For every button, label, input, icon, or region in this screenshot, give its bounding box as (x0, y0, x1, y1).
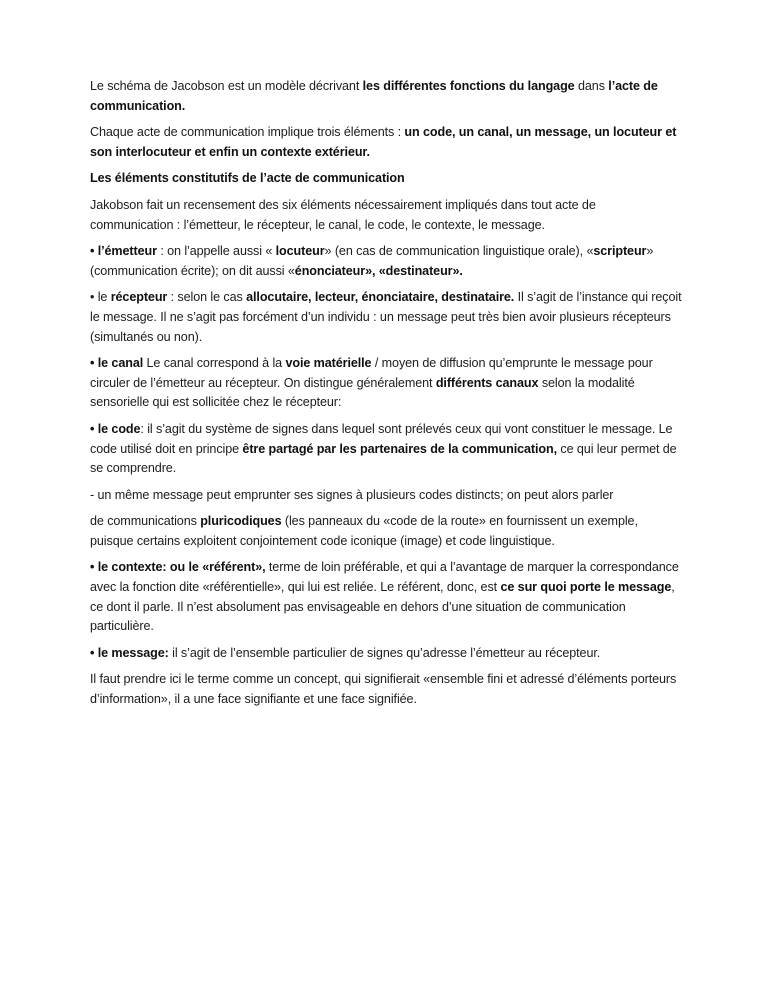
bold-text-run: l’émetteur (97, 244, 157, 259)
bold-text-run: locuteur (275, 244, 325, 259)
bold-text-run: être partagé par les partenaires de la communication, (242, 441, 557, 456)
bold-text-run: l’acte de communication. (90, 79, 658, 113)
paragraph (90, 242, 682, 281)
text-run: Chaque acte de communication implique trois éléments : (90, 125, 405, 140)
text-run: - un même message peut emprunter ses signes à plusieurs codes distincts; on peut alors parler (90, 487, 614, 502)
bold-text-run: le contexte: ou le «référent», (97, 560, 266, 575)
paragraph (90, 486, 682, 506)
bold-text-run: récepteur (110, 290, 168, 305)
bold-text-run: voie matérielle (285, 356, 372, 371)
bold-text-run: le canal (97, 356, 144, 371)
text-run: selon la modalité sensorielle qui est sollicitée chez le récepteur: (90, 375, 635, 410)
text-run: / moyen de diffusion qu’emprunte le message pour circuler de l’émetteur au récepteur. On distingue généralement (90, 356, 653, 390)
paragraph (90, 558, 682, 636)
paragraph (90, 196, 682, 235)
text-run: (les panneaux du «code de la route» en fournissent un exemple, puisque certains exploitent conjointement code iconique (image) et code linguistique. (90, 514, 638, 548)
bold-text-run: • (90, 356, 98, 371)
text-run: : selon le cas (167, 290, 247, 305)
paragraph (90, 420, 682, 479)
text-run: terme de loin préférable, et qui a l’avantage de marquer la correspondance avec la fonction dite «référentielle», qui lui est reliée. Le référent, donc, est (90, 560, 679, 595)
bold-text-run: ce sur quoi porte le message (500, 580, 672, 595)
bold-text-run: • (90, 421, 98, 436)
bold-text-run: énonciateur», «destinateur». (294, 263, 463, 278)
section-heading (90, 169, 682, 189)
bold-text-run: un code, un canal, un message, un locuteur et son interlocuteur et enfin un contexte extérieur. (90, 125, 677, 159)
text-run: dans (574, 79, 609, 93)
text-run: , ce dont il parle. Il n’est absolument pas envisageable en dehors d’une situation de communication particulière. (90, 580, 675, 634)
text-run: » (en cas de communication linguistique orale), « (324, 244, 594, 259)
bold-text-run: • (90, 560, 98, 575)
paragraph (90, 288, 682, 347)
text-run: Il faut prendre ici le terme comme un concept, qui signifierait «ensemble fini et adressé d’éléments porteurs d’information», il a une face signifiante et une face signifiée. (90, 672, 677, 707)
bold-text-run: le message: (97, 645, 169, 660)
paragraph (90, 670, 682, 709)
paragraph (90, 123, 682, 162)
paragraph (90, 644, 682, 664)
text-run: il s’agit de l’ensemble particulier de signes qu’adresse l’émetteur au récepteur. (168, 645, 601, 660)
bold-text-run: • (90, 645, 98, 660)
text-run: : il s’agit du système de signes dans lequel sont prélevés ceux qui vont constituer le message. Le code utilisé doit en principe (90, 421, 673, 456)
text-run: Il s’agit de l’instance qui reçoit le message. Il ne s’agit pas forcément d’un individu : un message peut très bien avoir plusieurs récepteurs (simultanés ou non). (90, 290, 682, 344)
bold-text-run: différents canaux (435, 375, 539, 390)
bold-text-run: scripteur (593, 244, 647, 259)
paragraph (90, 77, 682, 116)
bold-text-run: allocutaire, lecteur, énonciataire, destinataire. (246, 290, 515, 305)
text-run: de communications (90, 514, 201, 529)
bold-text-run: Les éléments constitutifs de l’acte de communication (90, 171, 405, 186)
text-run: ce qui leur permet de se comprendre. (90, 441, 677, 476)
text-run: Jakobson fait un recensement des six éléments nécessairement impliqués dans tout acte de communication : l’émetteur, le récepteur, le canal, le code, le contexte, le message. (90, 197, 596, 232)
bold-text-run: le code (97, 421, 141, 436)
text-run: : on l’appelle aussi « (156, 244, 276, 259)
paragraph (90, 354, 682, 413)
bold-text-run: pluricodiques (200, 514, 282, 529)
document-content (90, 77, 682, 717)
paragraph (90, 512, 682, 551)
text-run: Le canal correspond à la (143, 356, 286, 371)
bold-text-run: • (90, 244, 98, 259)
text-run: • le (90, 290, 111, 305)
text-run: Le schéma de Jacobson est un modèle décrivant (90, 79, 363, 93)
text-run: » (communication écrite); on dit aussi « (90, 244, 654, 278)
bold-text-run: les différentes fonctions du langage (362, 79, 575, 93)
